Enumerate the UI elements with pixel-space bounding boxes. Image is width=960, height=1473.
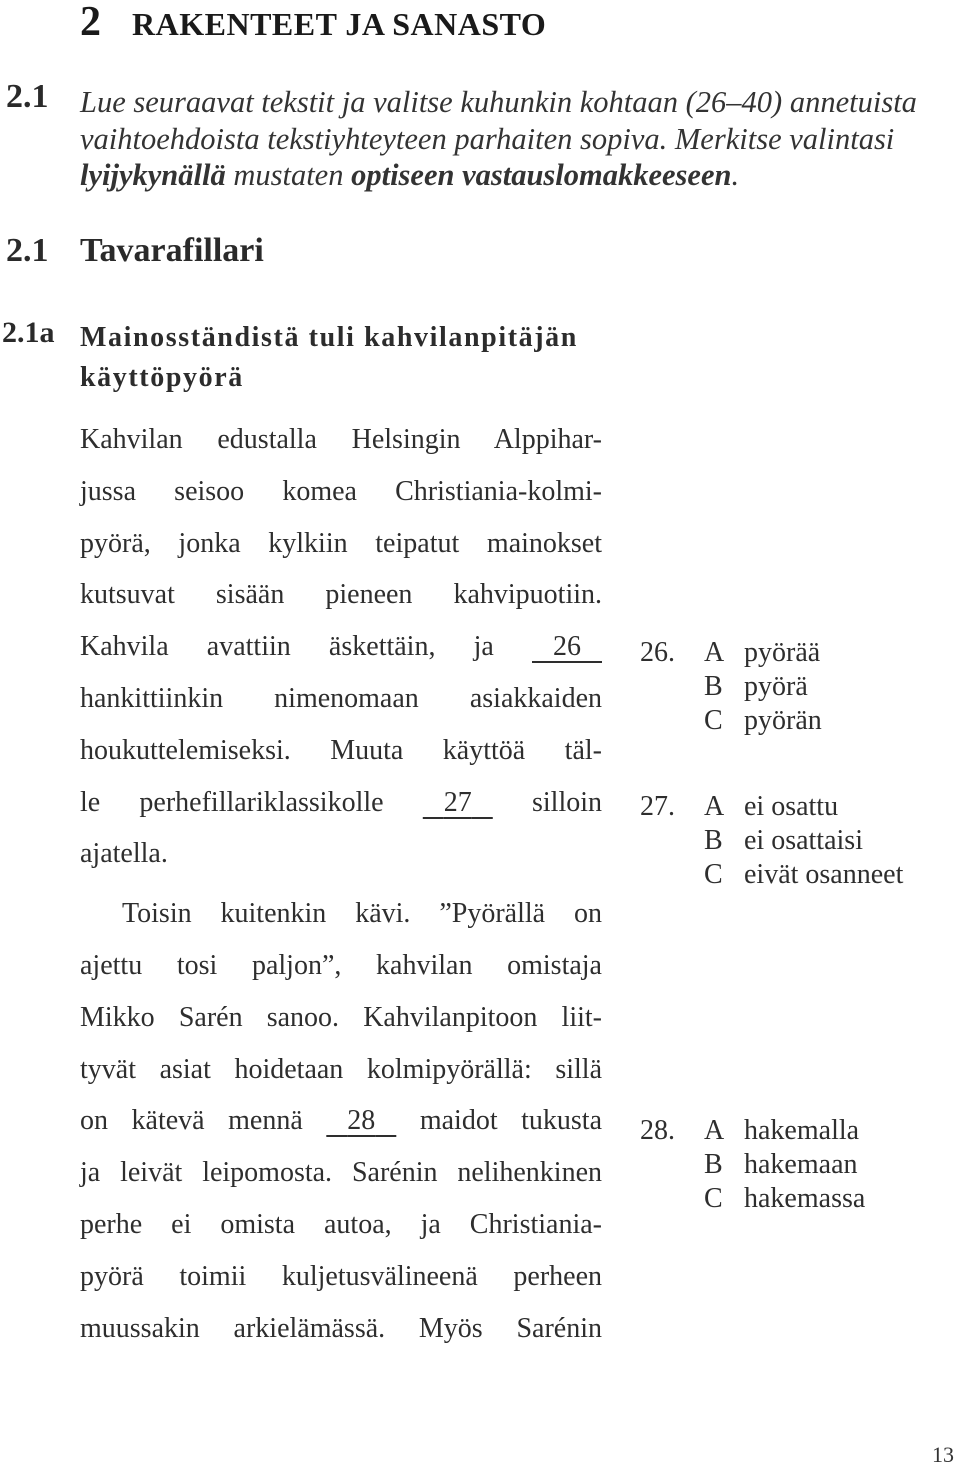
body-text-segment: Kahvila avattiin äskettäin, ja bbox=[80, 631, 494, 663]
section-title: RAKENTEET JA SANASTO bbox=[132, 6, 547, 42]
body-text-segment: silloin bbox=[532, 786, 603, 818]
body-line: houkuttelemiseksi. Muuta käyttöä täl- bbox=[80, 734, 602, 766]
body-line: Kahvilan edustalla Helsingin Alppihar- bbox=[80, 424, 602, 455]
option-text: pyörää bbox=[744, 637, 821, 668]
body-line: Toisin kuitenkin kävi. ”Pyörällä on bbox=[122, 898, 602, 930]
gap-28: 28 bbox=[347, 1105, 376, 1137]
option-letter: C bbox=[704, 859, 723, 890]
option-letter: B bbox=[704, 671, 723, 702]
instruction-text: mustaten bbox=[225, 158, 352, 192]
body-text-segment: le perhefillariklassikolle bbox=[80, 786, 384, 818]
instruction-text: Lue seuraavat tekstit ja valitse kuhunkin kohtaan (26–40) annetuista vaihtoehdoista tekstiyhteyteen parhaiten sopiva. Merkitse valintasi bbox=[80, 85, 917, 156]
option-text: eivät osanneet bbox=[744, 859, 904, 890]
body-line: pyörä, jonka kylkiin teipatut mainokset bbox=[80, 527, 602, 559]
option-letter: A bbox=[704, 791, 725, 822]
body-line: kutsuvat sisään pieneen kahvipuotiin. bbox=[80, 579, 602, 611]
subsection-title: Tavarafillari bbox=[80, 232, 264, 269]
option-text: ei osattu bbox=[744, 791, 839, 822]
body-line: Mikko Sarén sanoo. Kahvilanpitoon liit- bbox=[80, 1001, 602, 1033]
body-line: muussakin arkielämässä. Myös Sarénin bbox=[80, 1312, 602, 1344]
question-number: 26. bbox=[640, 637, 675, 668]
gap-27: 27 bbox=[443, 786, 472, 818]
body-line bbox=[80, 627, 602, 679]
body-line: jussa seisoo komea Christiania-kolmi- bbox=[80, 475, 602, 507]
body-line: ajettu tosi paljon”, kahvilan omistaja bbox=[80, 949, 602, 981]
option-letter: B bbox=[704, 1149, 723, 1180]
option-letter: A bbox=[704, 1115, 725, 1146]
instruction-answer-sheet: optiseen vastauslomakkeeseen bbox=[351, 158, 732, 192]
option-text: pyörän bbox=[744, 705, 822, 736]
option-letter: B bbox=[704, 825, 723, 856]
instruction-pencil: lyijykynällä bbox=[80, 158, 226, 192]
body-line: hankittiinkin nimenomaan asiakkaiden bbox=[80, 682, 602, 714]
option-text: hakemaan bbox=[744, 1149, 858, 1180]
body-line: ajatella. bbox=[80, 838, 168, 870]
body-line: ja leivät leipomosta. Sarénin nelihenkinen bbox=[80, 1157, 602, 1189]
body-line: tyvät asiat hoidetaan kolmipyörällä: sillä bbox=[80, 1053, 602, 1085]
gap-26: 26 bbox=[553, 631, 581, 663]
body-line: perhe ei omista autoa, ja Christiania- bbox=[80, 1208, 602, 1240]
subsection-number: 2.1 bbox=[6, 232, 49, 269]
question-number: 28. bbox=[640, 1115, 675, 1146]
option-letter: C bbox=[704, 1183, 723, 1214]
question-28 bbox=[640, 1114, 865, 1216]
body-text-segment: maidot tukusta bbox=[419, 1105, 603, 1137]
article-number: 2.1a bbox=[2, 316, 55, 349]
task-instruction bbox=[80, 84, 960, 194]
section-number: 2 bbox=[80, 0, 101, 45]
question-number: 27. bbox=[640, 791, 675, 822]
task-number: 2.1 bbox=[6, 78, 49, 115]
question-26 bbox=[640, 636, 822, 738]
body-line bbox=[80, 783, 602, 835]
article-title: Mainosständistä tuli kahvilanpitäjän käyttöpyörä bbox=[80, 322, 578, 393]
body-text-segment: on kätevä mennä bbox=[80, 1105, 303, 1137]
option-letter: C bbox=[704, 705, 723, 736]
question-27 bbox=[640, 790, 903, 892]
option-letter: A bbox=[704, 637, 725, 668]
option-text: hakemassa bbox=[744, 1183, 866, 1214]
body-line: pyörä toimii kuljetusvälineenä perheen bbox=[80, 1260, 602, 1292]
option-text: hakemalla bbox=[744, 1115, 860, 1146]
option-text: pyörä bbox=[744, 671, 808, 702]
option-text: ei osattaisi bbox=[744, 825, 863, 856]
page-number: 13 bbox=[932, 1442, 954, 1467]
body-line bbox=[80, 1101, 602, 1153]
article-body bbox=[80, 420, 602, 1360]
instruction-text: . bbox=[731, 158, 740, 192]
